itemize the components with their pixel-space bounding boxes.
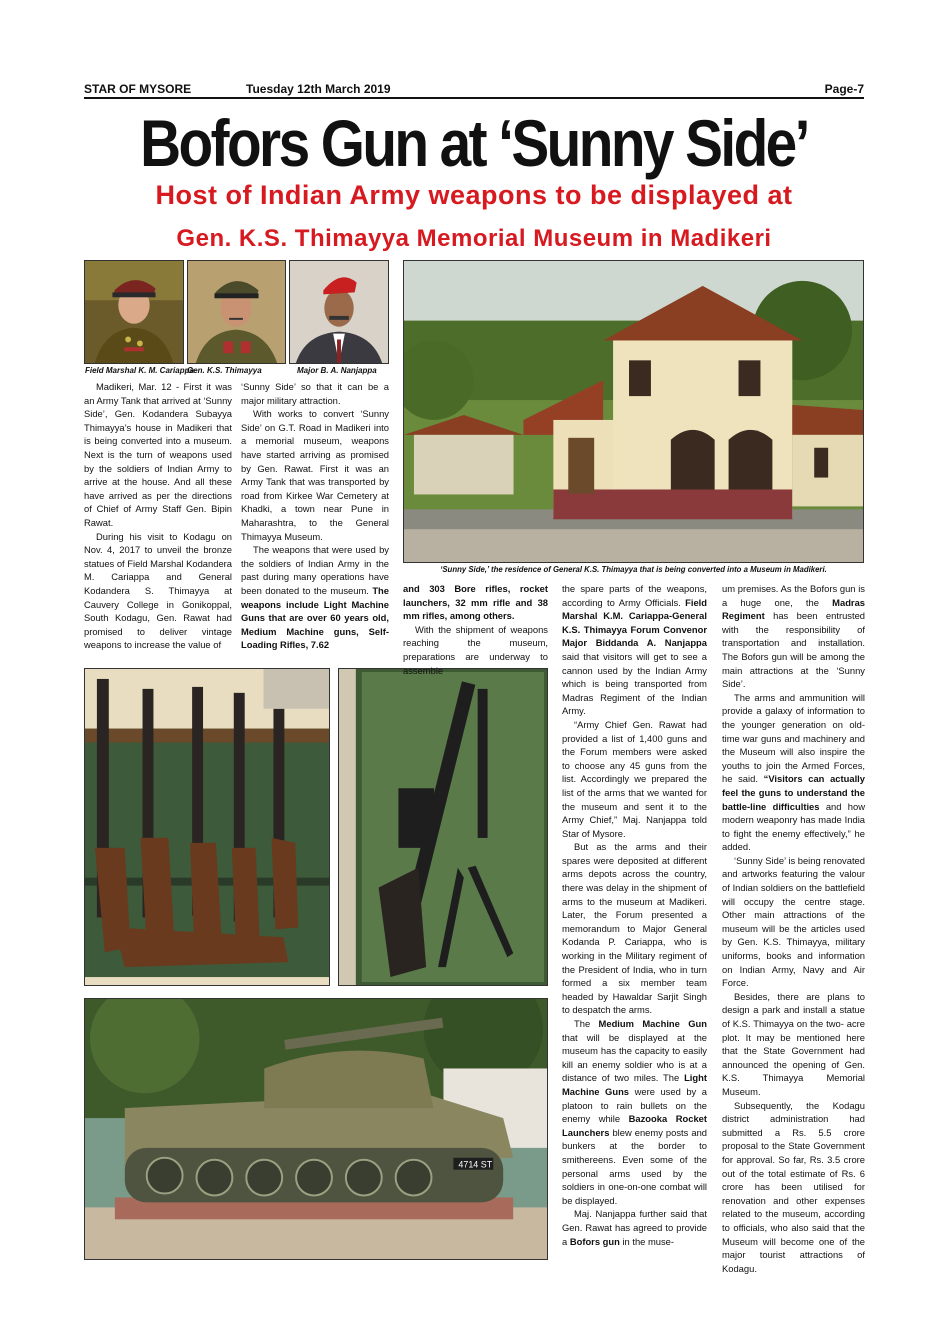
col5-para-1	[722, 582, 865, 691]
portrait-nanjappa	[289, 260, 389, 364]
col4-p4c: that will be displayed at the museum has the capacity to easily kill an enemy soldier who is at a distance of two miles. The	[562, 1031, 707, 1084]
caption-thimayya: Gen. K.S. Thimayya	[187, 366, 262, 375]
col4-para-2: “Army Chief Gen. Rawat had provided a list of 1,400 guns and the Forum members were asked to choose any 45 guns from the list. Accordingly we prepared the list of the arms that we wanted for the museum and sent it to the Army Chief,” Maj. Nanjappa told Star of Mysore.	[562, 718, 707, 839]
issue-date: Tuesday 12th March 2019	[246, 82, 391, 96]
col5-p1b: Madras Regiment	[722, 596, 865, 622]
col5-para-5: Subsequently, the Kodagu district administration had submitted a Rs. 5.5 crore proposal to the State Government for approval. So far, Rs. 3.5 crore out of the total estimate of Rs. 6 crore has been utilised for renovation and other expenses related to the museum, according to officials, who also said that the Museum will become one of the major tourist attractions of Kodagu.	[722, 1099, 865, 1274]
machine-gun-photo	[338, 668, 548, 986]
article-column-5	[722, 582, 865, 1275]
col4-p5c: in the muse-	[619, 1235, 675, 1247]
house-caption: ‘Sunny Side,’ the residence of General K.S. Thimayya that is being converted into a Museum in Madikeri.	[440, 565, 827, 574]
col1-para-1: Madikeri, Mar. 12 - First it was an Army Tank that arrived at ‘Sunny Side’, Gen. Kodandera Subayya Thimayya’s house in Madikeri that is being converted into a museum. Next is the turn of weapons used by the soldiers of Indian Army to arrive at the house. And all these have arrived as per the directions of Chief of Army Staff Gen. Bipin Rawat.	[84, 381, 232, 528]
article-column-1	[84, 380, 232, 652]
col2-para-1: ‘Sunny Side’ so that it can be a major military attraction.	[241, 381, 389, 406]
col5-p1c: has been entrusted with the responsibility of transportation and installation. The Bofors gun will be among the main attractions at the ‘Sunny Side’.	[722, 610, 865, 690]
col3-para-2: With the shipment of weapons reaching the museum, preparations are underway to assemble	[403, 623, 548, 676]
col3-bold: and 303 Bore rifles, rocket launchers, 32 mm rifle and 38 mm rifles, among others.	[403, 583, 548, 622]
col4-p1c: said that visitors will get to see a cannon used by the Indian Army which is being transported from Madras Regiment of the Indian Army.	[562, 650, 707, 717]
article-column-3	[403, 582, 548, 677]
army-tank-photo	[84, 998, 548, 1260]
subheadline-1: Host of Indian Army weapons to be displayed at	[155, 180, 793, 210]
page-number: Page-7	[824, 82, 864, 96]
subheadline-2: Gen. K.S. Thimayya Memorial Museum in Madikeri	[176, 225, 772, 252]
col2-para-3	[241, 543, 389, 652]
col4-p4g: blew enemy posts and bunkers at the border to smithereens. Even some of the personal arms used by the soldiers in one-on-one combat will be displayed.	[562, 1126, 707, 1206]
col2-para-3-bold: The weapons include Light Machine Guns that are over 60 years old, Medium Machine guns, Self-Loading Rifles, 7.62	[241, 584, 389, 651]
col4-p1a: the spare parts of the weapons, according to Army Officials.	[562, 583, 707, 608]
col5-p2c: and how modern weaponry has made India to fight the enemy effectively,” he added.	[722, 800, 865, 853]
article-column-4	[562, 582, 707, 1248]
col4-p1b: Field Marshal K.M. Cariappa-General K.S. Thimayya Forum Convenor Major Biddanda A. Nanjappa	[562, 596, 707, 649]
col5-p2b: “Visitors can actually feel the guns to understand the battle-line difficulties	[722, 773, 865, 812]
col4-para-4	[562, 1017, 707, 1207]
paper-name: STAR OF MYSORE	[84, 82, 192, 96]
headline: Bofors Gun at ‘Sunny Side’	[140, 106, 808, 180]
col4-p5a: Maj. Nanjappa further said that Gen. Rawat has agreed to provide a	[562, 1208, 707, 1247]
col4-p4f: Bazooka Rocket Launchers	[562, 1113, 707, 1138]
sunny-side-house-photo	[403, 260, 864, 563]
col4-p5b: Bofors gun	[569, 1235, 620, 1247]
col4-para-3: But as the arms and their spares were deposited at different arms depots across the country, there was delay in the shipment of arms to the museum at Madikeri. Later, the Forum presented a memorandum to Major General Kodanda P. Cariappa, who is working in the Military regiment of the President of India, who in turn formed a six member team headed by Hawaldar Sarjit Singh to despatch the arms.	[562, 841, 707, 1016]
col2-para-2: With works to convert ‘Sunny Side’ on G.T. Road in Madikeri into a memorial museum, weapons have started arriving as promised by Gen. Rawat. First it was an Army Tank that was transported by road from Kirkee War Cemetery at Khadki, a town near Pune in Maharashtra, to the General Thimayya Museum.	[241, 408, 389, 542]
col4-p4b: Medium Machine Gun	[598, 1018, 707, 1029]
col5-para-2	[722, 691, 865, 854]
col4-p4a: The	[574, 1018, 599, 1029]
col5-para-3: ‘Sunny Side’ is being renovated and artworks featuring the valour of Indian soldiers on the battlefield will occupy the centre stage. Other main attractions of the museum will be the articles used by Gen. K.S. Thimayya, military uniforms, books and information on Indian Army, Navy and Air Force.	[722, 854, 865, 989]
col4-p4e: were used by a platoon to rain bullets on the enemy while	[562, 1085, 708, 1125]
col1-para-2: During his visit to Kodagu on Nov. 4, 2017 to unveil the bronze statues of Field Marshal Kodandera M. Cariappa and General Kodandera S. Thimayya at Cauvery College in Gonikoppal, South Kodagu, Gen. Rawat had promised to deliver vintage weapons to increase the value of	[84, 530, 232, 651]
portrait-thimayya	[187, 260, 286, 364]
col4-para-1	[562, 582, 707, 718]
col5-para-4: Besides, there are plans to design a park and install a statue of K.S. Thimayya on the two- acre plot. It may be mentioned here that the State Government had announced the opening of Gen. K.S. Thimayya Memorial Museum.	[722, 990, 865, 1097]
tank-number-plate: 4714 ST	[458, 1159, 493, 1170]
col5-p2a: The arms and ammunition will provide a galaxy of information to the younger generation on old-time war guns and machinery and the Museum will also inspire the youths to join the Armed Forces, he said.	[722, 691, 865, 785]
rifles-photo	[84, 668, 330, 986]
col5-p1a: um premises. As the Bofors gun is a huge one, the	[722, 583, 865, 608]
article-column-2	[241, 380, 389, 652]
caption-nanjappa: Major B. A. Nanjappa	[297, 366, 377, 375]
portrait-cariappa	[84, 260, 184, 364]
col4-para-5	[562, 1207, 707, 1248]
header-rule	[84, 97, 864, 99]
col2-para-3-text: The weapons that were used by the soldiers of Indian Army in the past during many operations have been donated to the museum.	[241, 544, 389, 596]
col4-p4d: Light Machine Guns	[562, 1072, 707, 1097]
caption-cariappa: Field Marshal K. M. Cariappa	[85, 366, 194, 375]
